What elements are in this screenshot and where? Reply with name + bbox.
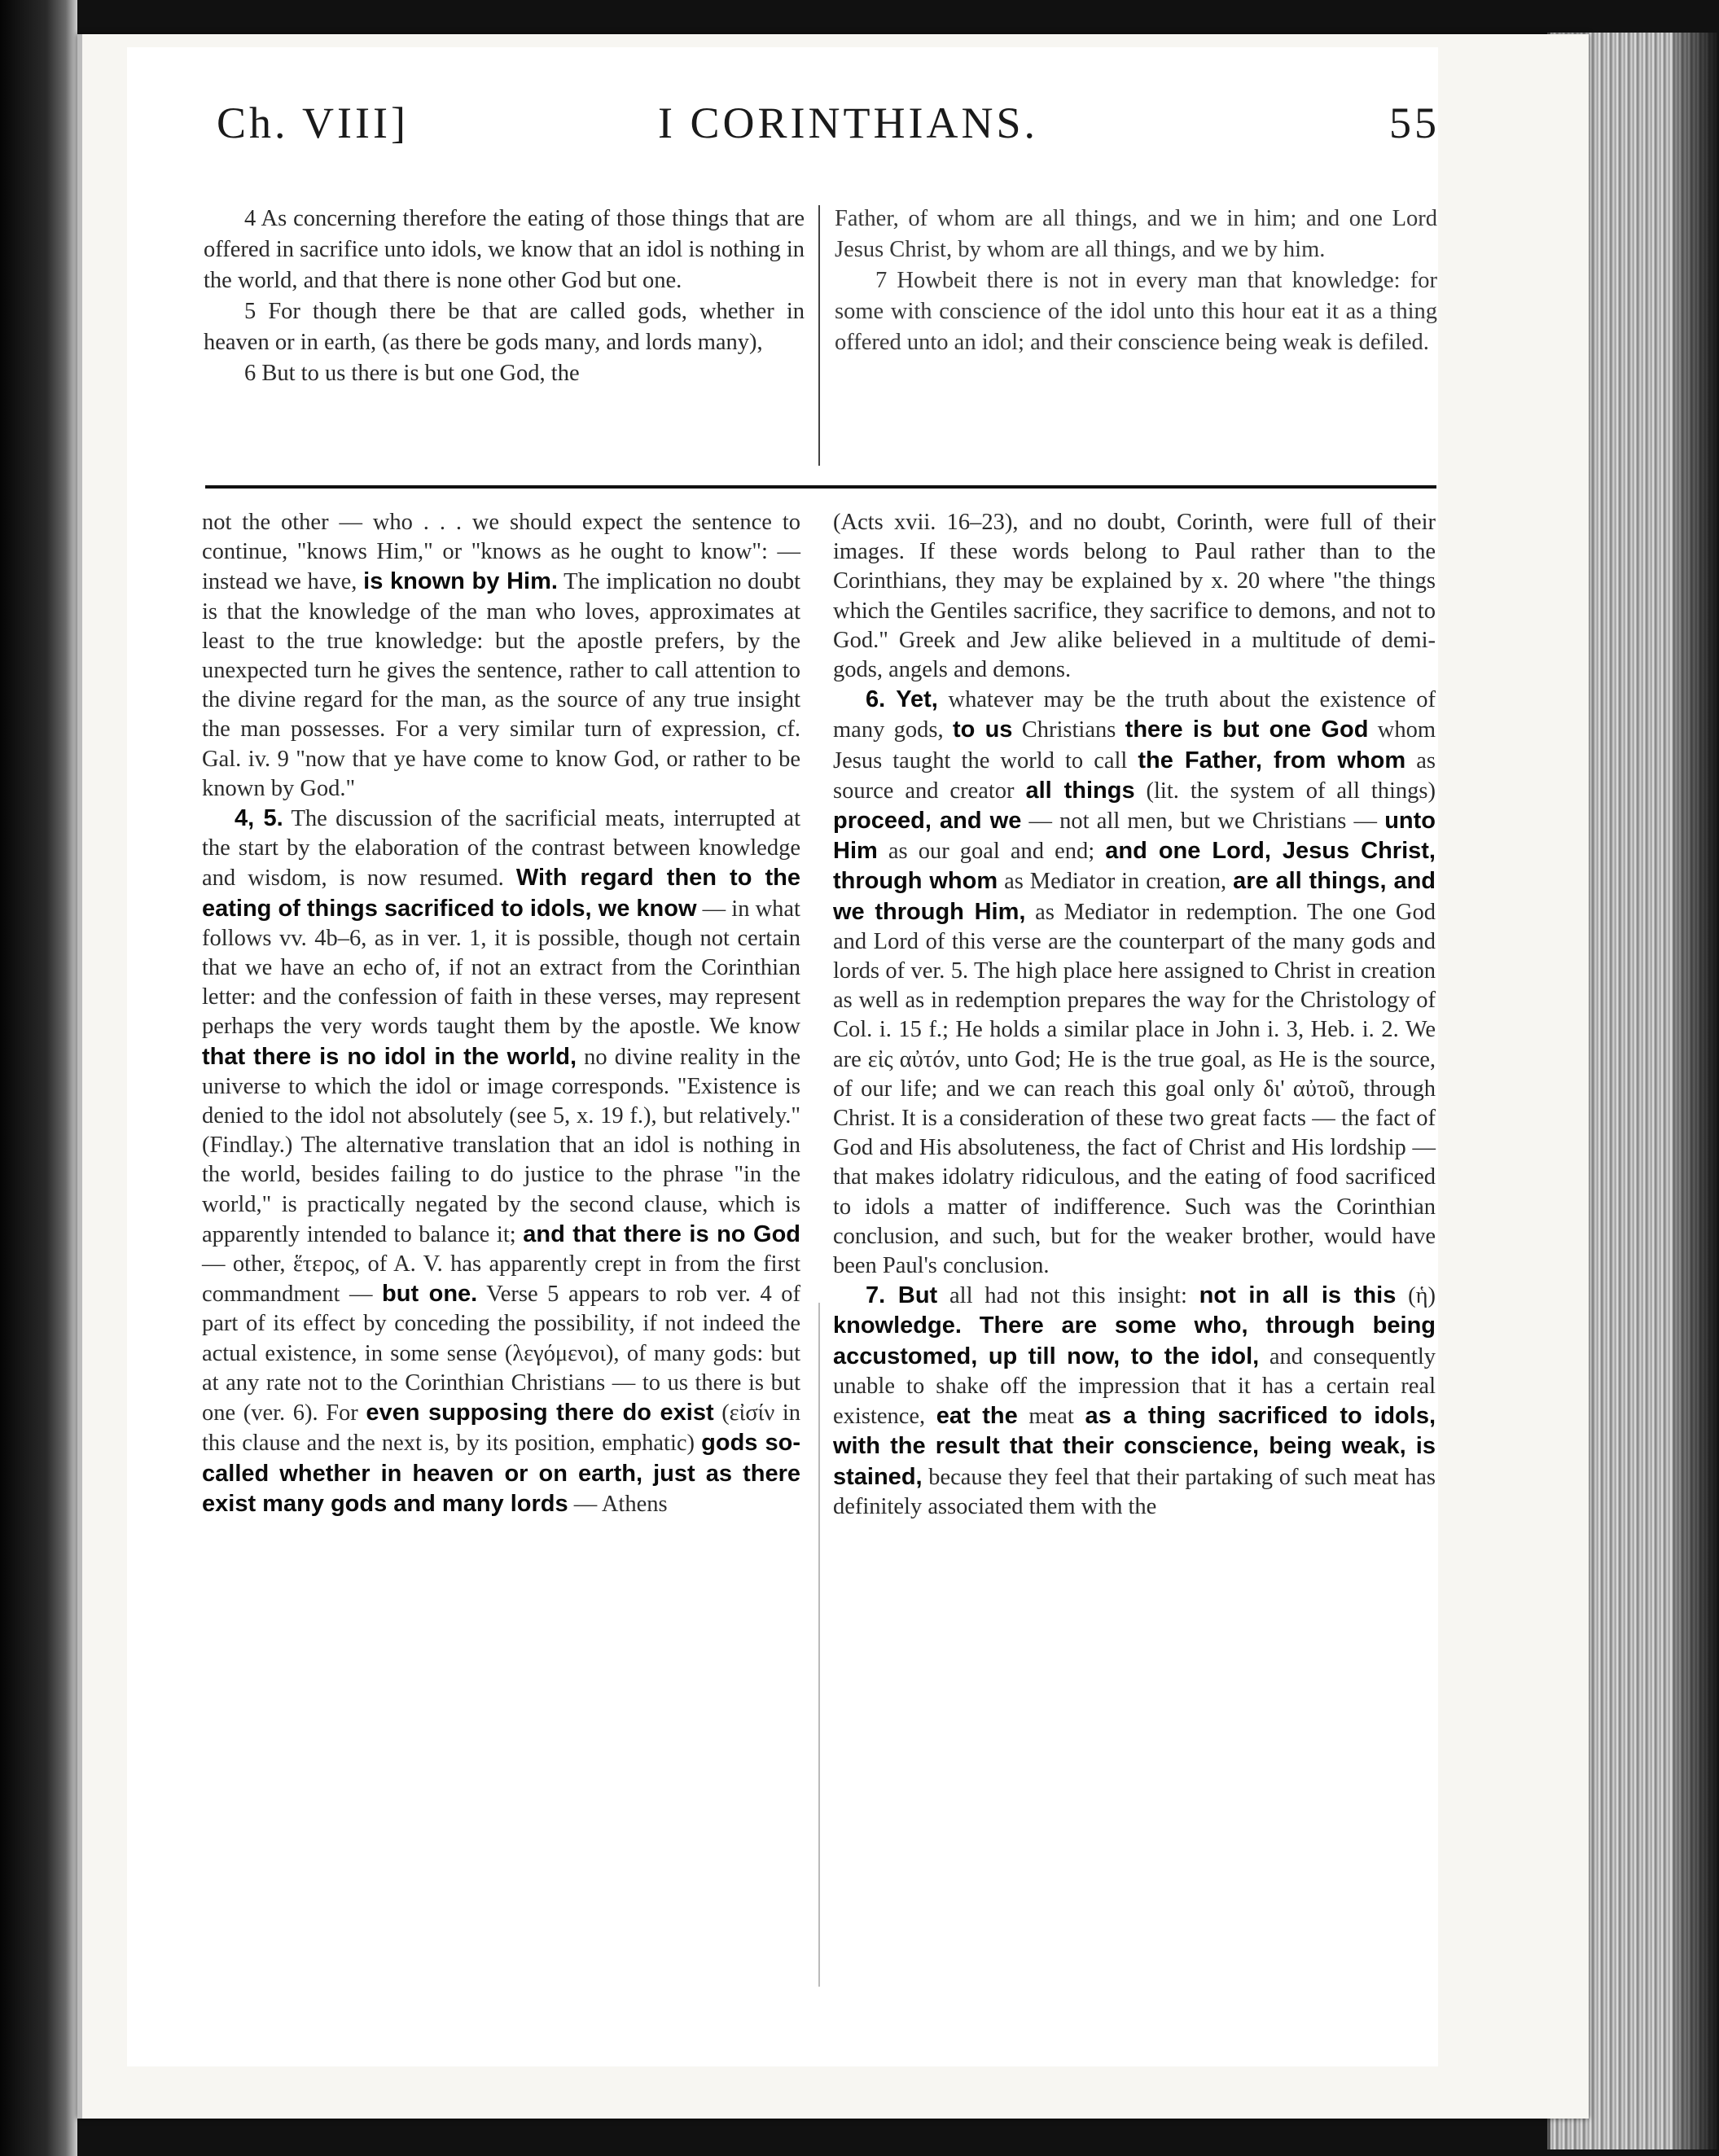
commentary-text: no divine reality in the universe to which the idol or image corresponds. "Existence is denied to the idol not absolutely (see 5, x. 19 f.), but relatively." (Findlay.) The alternative translation that an idol is nothing in the world, besides failing to do justice to the phrase "in the world," is practically negated by the second clause, which is apparently intended to balance it; (202, 1044, 800, 1247)
commentary-text: (ἡ) (1396, 1283, 1436, 1309)
commentary-lemma: gods so-called whether in heaven or on earth, just as there exist many gods and many lords (202, 1430, 800, 1517)
commentary-lemma: unto Him (833, 808, 1436, 865)
commentary-lemma: to us (952, 716, 1013, 743)
verse-number: 4, 5. (235, 805, 283, 832)
commentary-text: — not all men, but we Christians — (1021, 808, 1385, 835)
scripture-text-left (204, 204, 805, 389)
scripture-verse-5: 5 For though there be that are called gods, whether in heaven or in earth, (as there be gods many, and lords many), (204, 299, 805, 355)
commentary-lemma: even supposing there do exist (366, 1400, 714, 1426)
commentary-lemma: eat the (936, 1403, 1018, 1430)
scripture-verse-6-cont: Father, of whom are all things, and we in him; and one Lord Jesus Christ, by whom are all things, and we by him. (835, 206, 1437, 262)
commentary-lemma: is known by Him. (363, 568, 558, 595)
page-edges-shadow (1673, 33, 1719, 2149)
commentary-paragraph (202, 508, 800, 804)
commentary-lemma: not in all is this (1199, 1282, 1397, 1309)
commentary-lemma: knowledge. There are some who, through being accustomed, up till now, to the idol, (833, 1312, 1436, 1369)
commentary-text: (Acts xvii. 16–23), and no doubt, Corinth, were full of their images. If these words belong to Paul rather than to the Corinthians, they may be explained by x. 20 where "the things which the Gentiles sacrifice, they sacrifice to demons, and not to God." Greek and Jew alike believed in a multitude of demi-gods, angels and demons. (833, 510, 1436, 683)
commentary-text: — in what follows vv. 4b–6, as in ver. 1, it is possible, though not certain that we have an echo of, if not an extract from the Corinthian letter: and the confession of faith in these verses, may represent perhaps the very words taught them by the apostle. We know (202, 896, 800, 1040)
commentary-text: and consequently unable to shake off the impression that it has a certain real existence, (833, 1343, 1436, 1430)
commentary-text: all had not this insight: (937, 1283, 1199, 1309)
commentary-lemma: that there is no idol in the world, (202, 1043, 577, 1070)
commentary-text: because they feel that their partaking of such meat has definitely associated them with the (833, 1464, 1436, 1519)
book-title: I CORINTHIANS. (658, 99, 1038, 147)
commentary-lemma: as a thing sacrificed to idols, with the result that their conscience, being weak, is stained, (833, 1403, 1436, 1490)
commentary-text: as source and creator (833, 747, 1436, 804)
running-head (88, 98, 1440, 171)
commentary-paragraph (833, 1281, 1436, 1522)
scripture-verse-6: 6 But to us there is but one God, the (244, 361, 580, 386)
commentary-lemma: and that there is no God (523, 1220, 800, 1247)
commentary-lemma: proceed, and we (833, 808, 1022, 835)
chapter-reference: Ch. VIII] (217, 99, 409, 147)
commentary-text: (εἰσίν in this clause and the next is, by its position, emphatic) (202, 1400, 800, 1457)
commentary-text: — other, ἕτερος, of A. V. has apparently crept in from the first commandment — (202, 1251, 800, 1308)
commentary-column-right (833, 508, 1436, 1522)
commentary-text: as Mediator in creation, (998, 869, 1234, 895)
commentary-lemma: the Father, from whom (1138, 747, 1406, 773)
verse-number: 7. But (866, 1282, 938, 1309)
commentary-text: as Mediator in redemption. The one God and Lord of this verse are the counterpart of the many gods and lords of ver. 5. The high place here assigned to Christ in creation as well as in redemption prepares the way for the Christology of Col. i. 15 f.; He holds a similar place in John i. 3, Heb. i. 2. We are εἰς αὐτόν, unto God; He is the true goal, as He is the source, of our life; and we can reach this goal only δι' αὐτοῦ, through Christ. It is a consideration of these two great facts — the fact of God and His absoluteness, the fact of Christ and His lordship — that makes idolatry ridiculous, and the eating of food sacrificed to idols a matter of indifference. Such was the Corinthian conclusion, and such, but for the weaker brother, would have been Paul's conclusion. (833, 899, 1436, 1279)
commentary-lemma: are all things, and we through Him, (833, 868, 1436, 925)
section-divider (205, 485, 1436, 489)
scripture-verse-4: 4 As concerning therefore the eating of those things that are offered in sacrifice unto idols, we know that an idol is nothing in the world, and that there is none other God but one. (204, 206, 805, 293)
commentary-text: meat (1017, 1404, 1085, 1430)
commentary-paragraph (833, 508, 1436, 685)
commentary-text: as our goal and end; (877, 839, 1106, 865)
verse-number: 6. Yet, (866, 686, 938, 713)
commentary-text: The discussion of the sacrificial meats, interrupted at the start by the elaboration of the contrast between knowledge and wisdom, is now resumed. (202, 806, 800, 892)
commentary-lemma: but one. (382, 1281, 478, 1308)
commentary-lemma: and one Lord, Jesus Christ, through whom (833, 838, 1436, 895)
scripture-verse-7: 7 Howbeit there is not in every man that knowledge: for some with conscience of the idol unto this hour eat it as a thing offered unto an idol; and their conscience being weak is defiled. (835, 268, 1437, 355)
commentary-text: Verse 5 appears to rob ver. 4 of part of its effect by conceding the possibility, if not indeed the actual existence, in some sense (λεγόμενοι), of many gods: but at any rate not to the Corinthian Christians — to us there is but one (ver. 6). For (202, 1282, 801, 1426)
scripture-text-right (835, 204, 1437, 358)
commentary-text: — Athens (568, 1491, 668, 1517)
book-gutter-shadow (0, 0, 77, 2156)
commentary-lemma: With regard then to the eating of things sacrificed to idols, we know (202, 865, 800, 922)
scripture-column-divider (818, 205, 820, 466)
commentary-column-left (202, 508, 800, 1519)
commentary-column-divider (818, 1303, 820, 1987)
commentary-text: The implication no doubt is that the knowledge of the man who loves, approximates at least to the true knowledge: but the apostle prefers, by the unexpected turn he gives the sentence, rather to call attention to the divine regard for the man, as the source of any true insight the man possesses. For a very similar turn of expression, cf. Gal. iv. 9 "now that ye have come to know God, or rather to be known by God." (202, 569, 800, 801)
commentary-paragraph (202, 804, 800, 1519)
page-number: 55 (1389, 99, 1440, 147)
commentary-text: Christians (1012, 717, 1125, 743)
commentary-text: whom Jesus taught the world to call (833, 717, 1436, 773)
commentary-paragraph (833, 685, 1436, 1281)
commentary-lemma: all things (1025, 777, 1135, 804)
commentary-lemma: there is but one God (1125, 716, 1369, 743)
commentary-text: not the other — who . . . we should expect the sentence to continue, "knows Him," or "knows as he ought to know": — instead we have, (202, 510, 800, 595)
commentary-text: whatever may be the truth about the existence of many gods, (833, 687, 1436, 743)
commentary-text: (lit. the system of all things) (1134, 778, 1436, 804)
